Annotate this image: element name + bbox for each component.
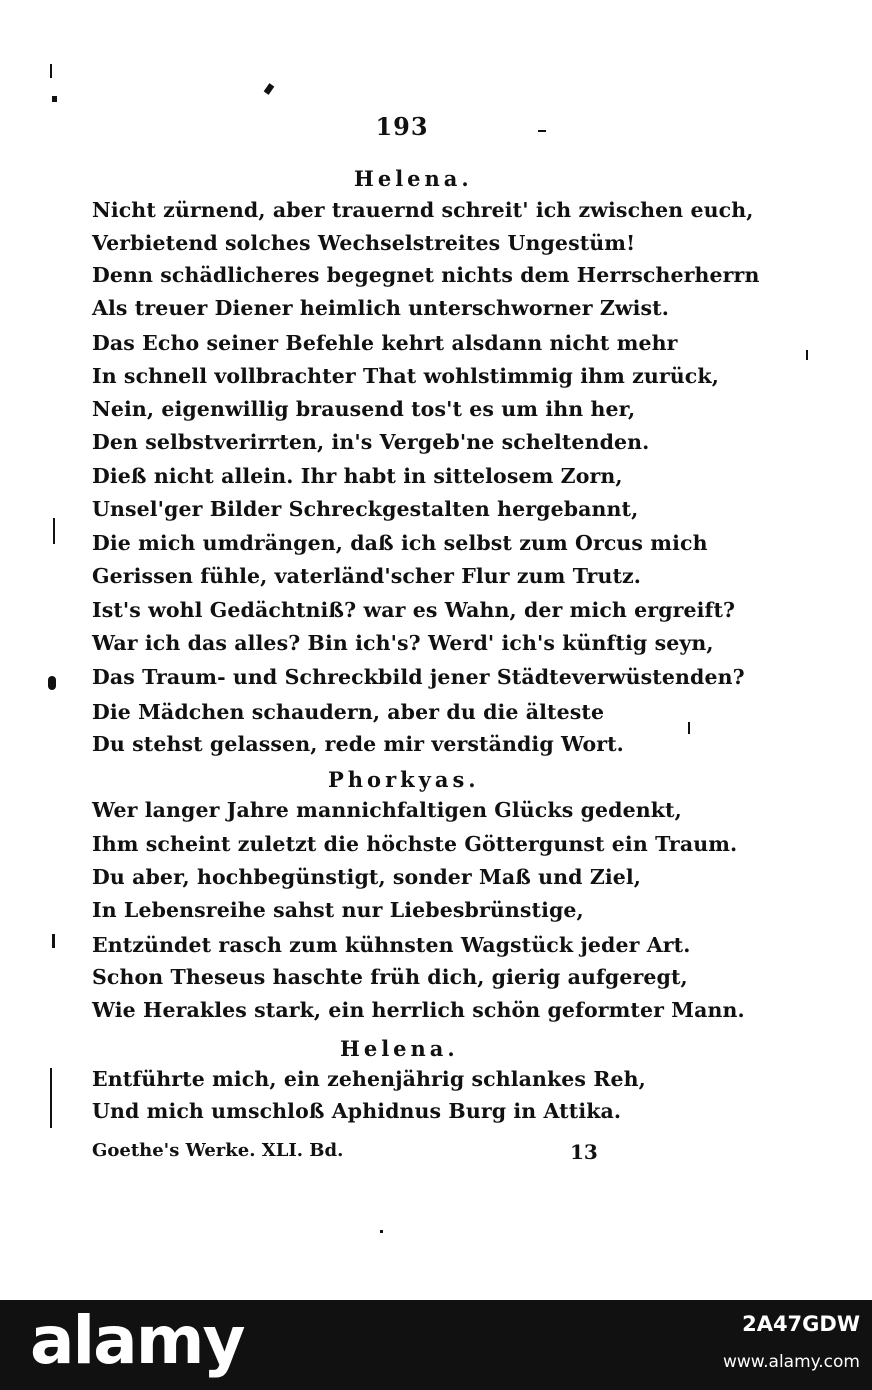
verse-line: Unsel'ger Bilder Schreckgestalten hergebannt, [92,497,639,521]
footer-signature: Goethe's Werke. XLI. Bd. [92,1140,344,1161]
verse-line: Nicht zürnend, aber trauernd schreit' ich zwischen euch, [92,198,754,222]
site-url: www.alamy.com [722,1352,860,1372]
verse-line: Den selbstverirrten, in's Vergeb'ne scheltenden. [92,430,650,454]
verse-line: Gerissen fühle, vaterländ'scher Flur zum Trutz. [92,564,642,588]
ink-speck [50,64,52,78]
verse-line: Entzündet rasch zum kühnsten Wagstück jeder Art. [92,933,691,957]
ink-speck [52,934,55,948]
page-number: 193 [375,112,429,141]
verse-line: In schnell vollbrachter That wohlstimmig ihm zurück, [92,364,719,388]
verse-line: Wer langer Jahre mannichfaltigen Glücks gedenkt, [92,798,682,822]
verse-line: Du stehst gelassen, rede mir verständig Wort. [92,732,624,756]
image-id: 2A47GDW [742,1312,860,1336]
verse-line: Du aber, hochbegünstigt, sonder Maß und Ziel, [92,865,642,889]
verse-line: Dieß nicht allein. Ihr habt in sittelosem Zorn, [92,464,623,488]
verse-line: Die mich umdrängen, daß ich selbst zum Orcus mich [92,531,708,555]
verse-line: Ist's wohl Gedächtniß? war es Wahn, der mich ergreift? [92,598,736,622]
ink-speck [50,1068,52,1128]
verse-line: Verbietend solches Wechselstreites Ungestüm! [92,231,636,255]
ink-speck [538,130,546,132]
verse-line: Das Traum- und Schreckbild jener Städteverwüstenden? [92,665,745,689]
verse-line: Entführte mich, ein zehenjährig schlankes Reh, [92,1067,646,1091]
verse-line: Das Echo seiner Befehle kehrt alsdann nicht mehr [92,331,678,355]
ink-speck [52,96,57,102]
ink-speck [264,83,275,95]
verse-line: War ich das alles? Bin ich's? Werd' ich's künftig seyn, [92,631,714,655]
ink-speck [53,518,55,544]
ink-speck [380,1230,383,1233]
ink-speck [688,722,690,734]
ink-speck [48,676,56,690]
verse-line: Nein, eigenwillig brausend tos't es um ihn her, [92,397,636,421]
verse-line: Schon Theseus haschte früh dich, gierig aufgeregt, [92,965,688,989]
verse-line: In Lebensreihe sahst nur Liebesbrünstige, [92,898,584,922]
speaker-helena: Helena. [340,1036,459,1061]
verse-line: Und mich umschloß Aphidnus Burg in Attika. [92,1099,622,1123]
ink-speck [806,350,808,360]
alamy-logo: alamy [30,1302,244,1379]
verse-line: Als treuer Diener heimlich unterschworner Zwist. [92,296,669,320]
verse-line: Wie Herakles stark, ein herrlich schön geformter Mann. [92,998,745,1022]
verse-line: Die Mädchen schaudern, aber du die älteste [92,700,605,724]
verse-line: Denn schädlicheres begegnet nichts dem Herrscherherrn [92,263,760,287]
verse-line: Ihm scheint zuletzt die höchste Göttergunst ein Traum. [92,832,738,856]
speaker-phorkyas: Phorkyas. [328,767,480,792]
speaker-helena: Helena. [354,166,473,191]
footer-sheet-number: 13 [570,1140,598,1164]
